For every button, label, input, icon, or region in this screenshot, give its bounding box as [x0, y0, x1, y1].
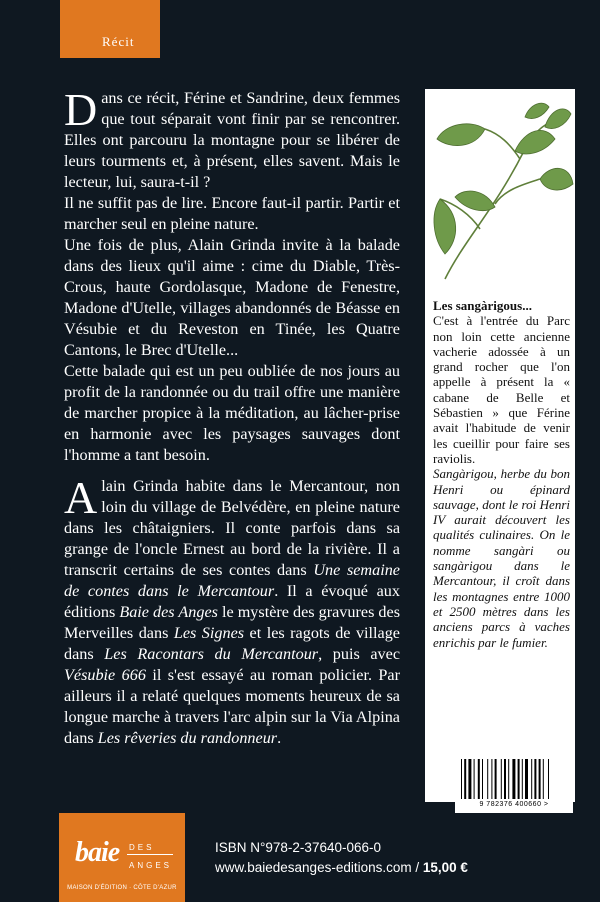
- barcode-bar: [531, 759, 532, 799]
- barcode-bar: [501, 759, 502, 799]
- logo-divider: [127, 854, 173, 855]
- book-title: Une semaine de contes dans le Mercantour: [64, 561, 400, 600]
- barcode-bar: [468, 759, 471, 799]
- barcode-bar: [474, 759, 475, 799]
- barcode-bar: [491, 759, 492, 799]
- book-title: Vésubie 666: [64, 666, 146, 684]
- barcode-bar: [464, 759, 466, 799]
- back-cover-text: [64, 84, 401, 749]
- publisher-logo: [59, 813, 185, 902]
- barcode-number: 9 782376 400660 >: [479, 801, 549, 808]
- barcode-bar: [482, 759, 483, 799]
- website: www.baiedesanges-editions.com: [215, 860, 412, 875]
- barcode-bar: [461, 759, 462, 799]
- logo-des: DES: [129, 843, 155, 852]
- barcode-bar: [548, 759, 549, 799]
- plant-sidebar: [425, 89, 575, 802]
- barcode-bar: [522, 759, 523, 799]
- barcode-bar: [534, 759, 536, 799]
- barcode-bar: [504, 759, 506, 799]
- logo-tagline: MAISON D'ÉDITION · CÔTE D'AZUR: [67, 885, 177, 891]
- paragraph-2: Il ne suffit pas de lire. Encore faut-il partir. Partir et marcher seul en pleine nature.: [64, 194, 400, 233]
- isbn: ISBN N°978-2-37640-066-0: [215, 840, 381, 855]
- barcode: [455, 755, 573, 813]
- website-price: [215, 860, 468, 875]
- paragraph-4: Cette balade qui est un peu oubliée de nos jours au profit de la randonnée ou du trail offre une manière de marcher propice à la méditation, au lâcher-prise en harmonie avec les paysages sauvages dont l'homme a tant besoin.: [64, 362, 400, 464]
- genre-tab: [60, 0, 160, 58]
- author-bio: Alain Grinda habite dans le Mercantour, non loin du village de Belvédère, en pleine nature dans les châtaigniers. Il conte parfois dans sa grange de l'oncle Ernest au bord de la rivière. Il a transcrit certains de ses contes dans Une semaine de contes dans le Mercantour. Il a évoqué aux éditions Baie des Anges le mystère des gravures des Merveilles dans Les Signes et les ragots de village dans Les Racontars du Mercantour, puis avec Vésubie 666 il s'est essayé au roman policier. Par ailleurs il a relaté quelques moments heureux de sa longue marche à travers l'arc alpin sur la Via Alpina dans Les rêveries du randonneur.: [64, 472, 401, 747]
- barcode-bars: [459, 759, 569, 801]
- sidebar-text: C'est à l'entrée du Parc non loin cette ancienne vacherie adossée à un grand rocher que l'on appelle à présent la « cabane de Belle et Sébastien » que Férine avait l'habitude de venir les cueillir pour faire ses raviolis.: [433, 313, 570, 466]
- paragraph-3: Une fois de plus, Alain Grinda invite à la balade dans des lieux qu'il aime : cime du Diable, Très-Crous, haute Gordolasque, Madone de Fenestre, Madone d'Utelle, villages abandonnés de Béasse en Vésubie et du Reveston en Tinée, les Quatre Cantons, le Brec d'Utelle...: [64, 236, 400, 359]
- separator: /: [411, 860, 423, 875]
- author-dropcap: A: [64, 472, 98, 523]
- barcode-bar: [478, 759, 480, 799]
- barcode-bar: [508, 759, 509, 799]
- plant-caption: [433, 298, 570, 650]
- plant-illustration: [425, 89, 575, 289]
- logo-mark: baie: [75, 837, 120, 868]
- logo-anges: ANGES: [129, 861, 173, 870]
- barcode-bar: [518, 759, 520, 799]
- publisher-name: Baie des Anges: [119, 603, 218, 621]
- barcode-bar: [539, 759, 541, 799]
- barcode-bar: [525, 759, 528, 799]
- sidebar-title: Les sangàrigous...: [433, 298, 532, 313]
- price: 15,00 €: [422, 860, 468, 875]
- genre-label: Récit: [102, 34, 135, 49]
- book-title: Les Racontars du Mercantour: [104, 645, 319, 663]
- barcode-bar: [543, 759, 544, 799]
- barcode-bar: [512, 759, 515, 799]
- book-title: Les rêveries du randonneur: [97, 729, 278, 747]
- intro-dropcap: D: [64, 84, 98, 135]
- book-title: Les Signes: [173, 624, 245, 642]
- sidebar-note: Sangàrigou, herbe du bon Henri ou épinard sauvage, dont le roi Henri IV aurait découvert les qualités culinaires. On le nomme sangàri ou sangàrigou dans le Mercantour, il croît dans les montagnes entre 1000 et 2500 mètres dans les anciens parcs à vaches enrichis par le fumier.: [433, 466, 570, 650]
- intro-paragraph: Dans ce récit, Férine et Sandrine, deux femmes que tout séparait vont finir par se rencontrer. Elles ont parcouru la montagne pour se libérer de leurs tourments et, à présent, elles savent. Mais le lecteur, lui, saura-t-il ?: [64, 84, 400, 191]
- barcode-bar: [495, 759, 497, 799]
- barcode-bar: [487, 759, 488, 799]
